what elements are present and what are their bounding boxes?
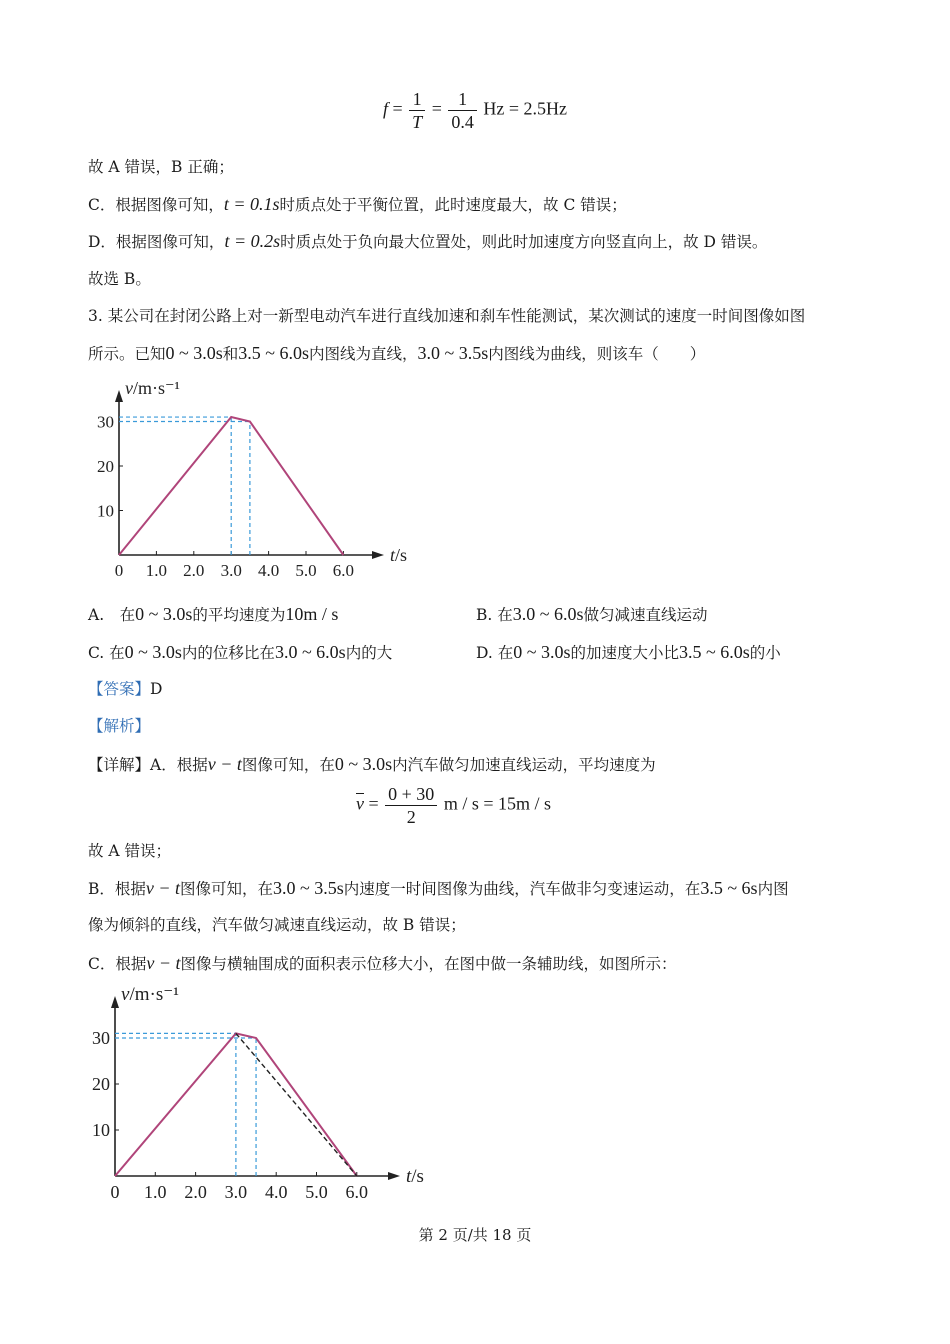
fraction-1-over-T [409,88,425,133]
x-tick-label: 4.0 [264,1182,288,1202]
text-span: 做匀减速直线运动 [583,606,708,624]
vt-chart-detail [82,984,432,1204]
math-inline: v − t [146,953,181,973]
x-tick-label: 2.0 [184,1182,207,1202]
analysis-tag: 【解析】 [88,717,151,735]
option-b[interactable] [476,603,708,626]
math-inline: 0 ~ 3.0s [135,604,193,624]
text-span: D．根据图像可知， [88,233,225,251]
y-axis-label-unit: /m·s⁻¹ [133,378,180,398]
text-line [88,230,767,253]
y-tick-label: 20 [97,457,114,476]
option-c[interactable] [88,641,392,664]
detail-line [88,753,656,776]
text-span: 内图线为直线， [309,345,418,363]
text-span: C. 在 [88,644,125,662]
option-a[interactable] [88,603,338,626]
option-d[interactable] [476,641,781,664]
formula-lhs: $\overline{v}$ [356,793,364,814]
x-axis-label-var: t [406,1166,412,1187]
math-inline: v − t [207,754,242,774]
text-span: 和 [222,345,239,363]
text-span: 时质点处于平衡位置，此时速度最大，故 C 错误； [279,196,627,214]
math-inline: 0 ~ 3.0s [165,343,223,363]
text-line: 故选 B。 [88,270,151,288]
y-axis-label [125,378,180,398]
x-tick-label: 2.0 [183,561,205,580]
x-tick-label: 5.0 [295,561,317,580]
answer-line [88,678,162,700]
detail-tag: 【详解】 [88,756,151,774]
x-tick-label: 3.0 [224,1182,248,1202]
fraction-numerator: 1 [448,88,477,111]
text-span: B．根据 [88,880,146,898]
text-span: D. 在 [476,644,514,662]
math-inline: 3.0 ~ 6.0s [274,642,346,662]
fraction-denominator: T [412,112,423,132]
text-span: 的加速度大小比 [570,644,679,662]
text-span: C．根据 [88,955,147,973]
math-inline: 3.5 ~ 6.0s [238,343,310,363]
fraction-denominator: 2 [406,807,416,827]
formula-average-velocity [356,783,551,828]
y-axis-label-var: v [125,378,133,398]
x-tick-label: 1.0 [145,561,168,580]
x-tick-label: 6.0 [345,1182,369,1202]
text-span: 内的大 [345,644,393,662]
text-span: 内汽车做匀加速直线运动，平均速度为 [392,756,656,774]
text-line: 故 A 错误，B 正确； [88,158,234,176]
math-inline: 3.0 ~ 3.5s [273,878,344,898]
formula-lhs: f [383,98,389,119]
x-axis-label-var: t [390,545,396,565]
y-tick-label: 30 [92,1028,110,1048]
auxiliary-line [236,1033,357,1176]
question-text [88,342,705,365]
text-line [88,193,627,216]
formula-result: m / s = 15m / s [443,793,551,814]
text-span: A．根据 [150,756,208,774]
text-span: 图像可知，在 [180,880,274,898]
text-span: 的平均速度为 [192,606,286,624]
x-axis-arrow [372,551,384,559]
y-tick-label: 10 [92,1120,110,1140]
fraction-numerator: 1 [409,88,425,111]
answer-value: D [150,680,163,698]
fraction-1-over-0.4 [448,88,477,133]
text-span: 时质点处于负向最大位置处，则此时加速度方向竖直向上，故 D 错误。 [280,233,768,251]
fraction-sum [385,783,437,828]
y-tick-label: 10 [97,501,114,521]
formula-eq1: = [392,98,403,119]
math-inline: 0 ~ 3.0s [513,642,571,662]
x-tick-label: 6.0 [332,561,355,580]
math-inline: v − t [145,878,181,898]
x-axis-label [406,1166,424,1187]
math-inline: 3.5 ~ 6s [700,878,758,898]
text-line: 故 A 错误； [88,842,172,860]
page-footer: 第 2 页/共 18 页 [418,1226,532,1244]
math-inline: t = 0.1s [223,194,280,214]
x-tick-label: 0 [114,561,124,580]
y-tick-label: 30 [97,412,114,432]
question-text: 3. 某公司在封闭公路上对一新型电动汽车进行直线加速和刹车性能测试，某次测试的速度一时间图像如图 [88,307,806,325]
text-span: 的小 [749,644,781,662]
text-span: 所示。已知 [88,345,166,363]
text-span: A. 在 [88,606,136,624]
math-inline: 0 ~ 3.0s [334,754,393,774]
formula-frequency [383,88,567,133]
x-axis-arrow [388,1172,400,1180]
text-span: 内图线为曲线，则该车（ ） [488,345,706,363]
x-tick-label: 4.0 [257,561,280,580]
math-inline: 3.5 ~ 6.0s [679,642,750,662]
x-tick-label: 5.0 [305,1182,328,1202]
text-span: B. 在 [476,606,513,624]
formula-eq1: = [368,793,379,814]
math-inline: 0 ~ 3.0s [124,642,182,662]
formula-result: Hz = 2.5Hz [483,98,567,119]
y-axis-label-var: v [121,984,130,1005]
math-inline: 3.0 ~ 3.5s [417,343,489,363]
text-line [88,952,677,975]
x-tick-label: 1.0 [144,1182,167,1202]
formula-eq2: = [431,98,442,119]
math-inline: 10m / s [285,604,339,624]
text-span: 图像与横轴围成的面积表示位移大小，在图中做一条辅助线，如图所示： [180,955,677,973]
x-tick-label: 0 [110,1182,120,1202]
y-axis-label [121,984,179,1005]
vt-chart-question [82,378,412,583]
x-tick-label: 3.0 [220,561,242,580]
x-axis-label [390,545,407,565]
fraction-numerator: 0 + 30 [385,783,437,806]
y-axis-arrow [111,996,119,1008]
y-axis-label-unit: /m·s⁻¹ [129,984,179,1005]
math-inline: 3.0 ~ 6.0s [512,604,584,624]
velocity-line [119,417,343,555]
math-inline: t = 0.2s [224,231,281,251]
x-axis-label-unit: /s [411,1166,424,1187]
y-axis-arrow [115,390,123,402]
text-span: 内的位移比在 [181,644,275,662]
text-span: C．根据图像可知， [88,196,224,214]
text-span: 内图 [757,880,789,898]
answer-tag: 【答案】 [88,680,151,698]
fraction-denominator: 0.4 [451,112,474,132]
text-line [88,877,789,900]
text-span: 图像可知，在 [241,756,335,774]
text-line: 像为倾斜的直线，汽车做匀减速直线运动，故 B 错误； [88,916,466,934]
x-axis-label-unit: /s [395,545,408,565]
text-span: 内速度一时间图像为曲线，汽车做非匀变速运动，在 [343,880,701,898]
y-tick-label: 20 [92,1074,110,1094]
